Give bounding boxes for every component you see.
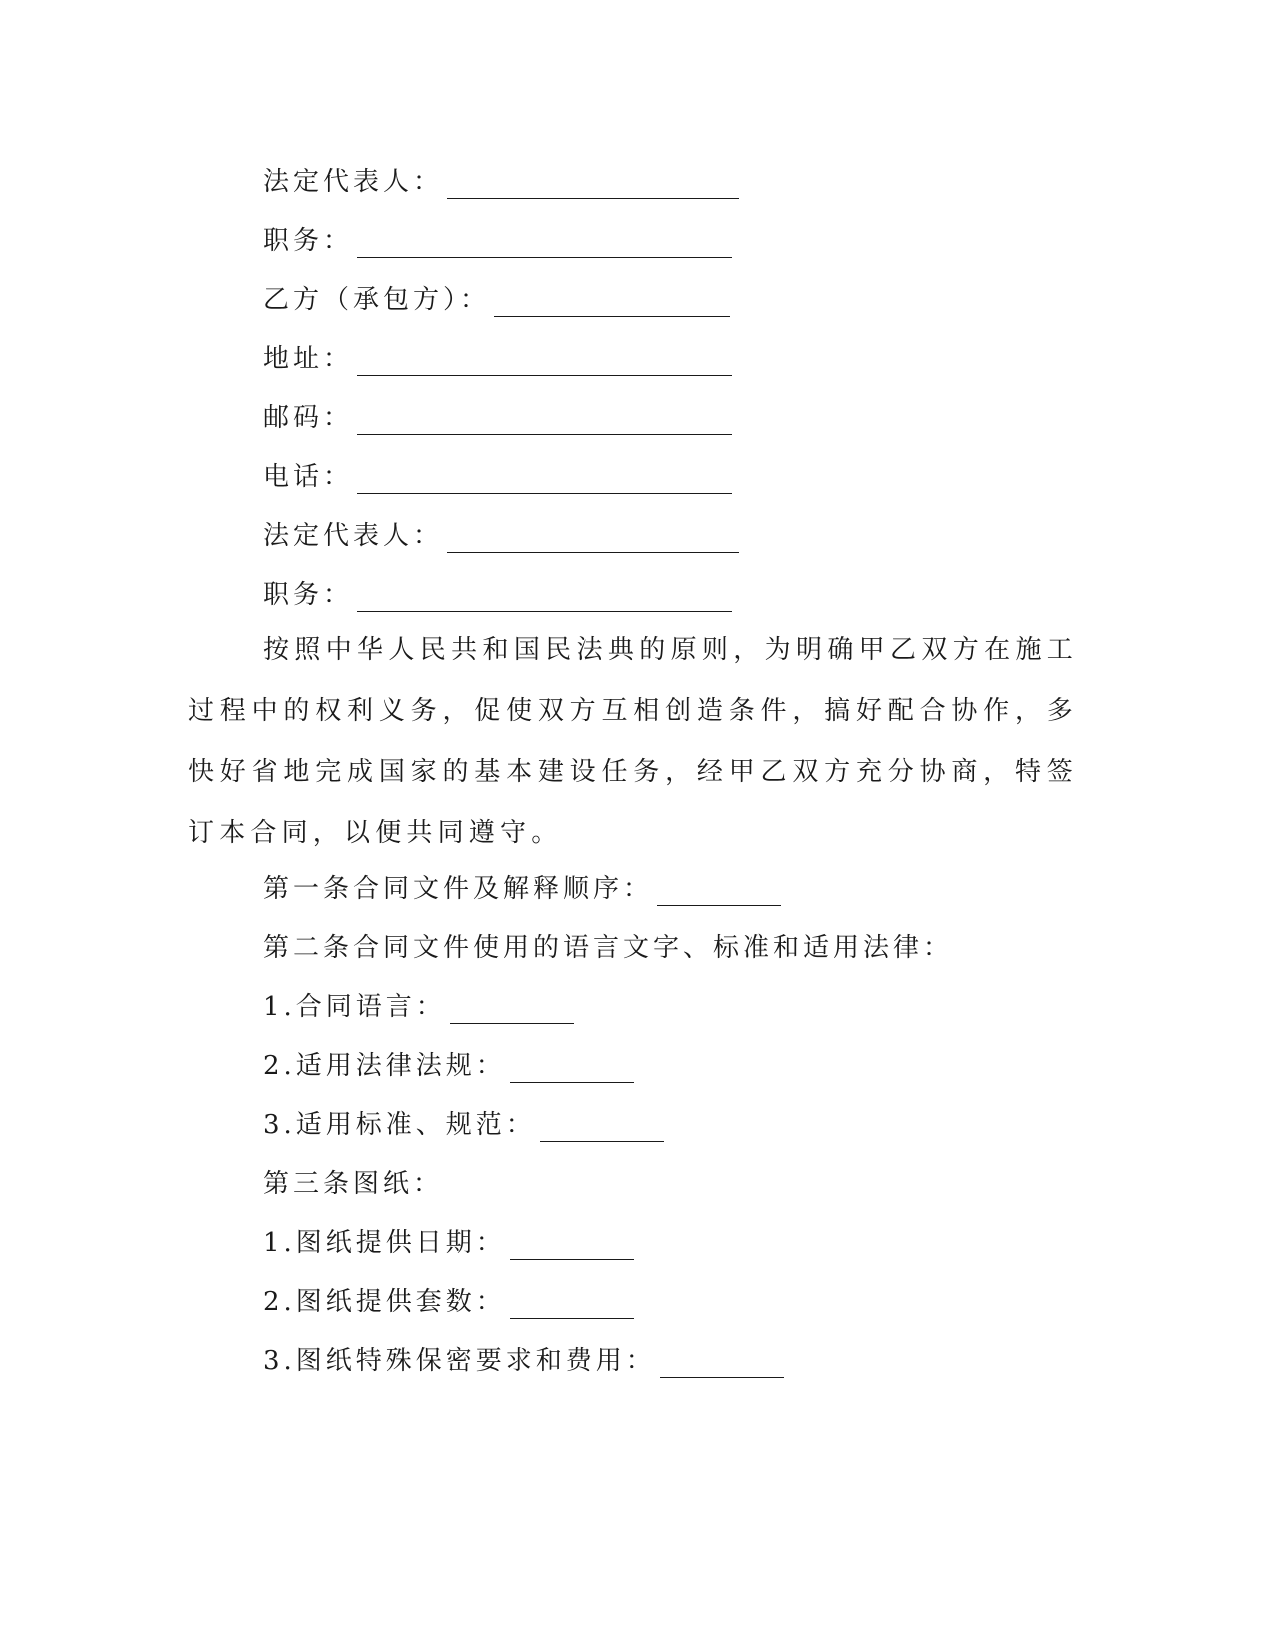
article-2-item-1-label: 1.合同语言： xyxy=(263,992,446,1022)
article-3-item-2-label: 2.图纸提供套数： xyxy=(263,1287,506,1317)
party-b-postcode-row xyxy=(263,401,732,435)
article-2-item-2-label: 2.适用法律法规： xyxy=(263,1051,506,1081)
article-3-item-1-row xyxy=(263,1226,634,1260)
article-2-item-1-blank xyxy=(450,997,574,1024)
article-2-label: 第二条合同文件使用的语言文字、标准和适用法律： xyxy=(263,933,954,963)
party-b-phone-row xyxy=(263,460,732,494)
party-b-legal-rep-row xyxy=(263,519,739,553)
article-3-row xyxy=(263,1167,443,1201)
article-3-item-2-row xyxy=(263,1285,634,1319)
party-a-legal-rep-row xyxy=(263,165,739,199)
party-a-position-row xyxy=(263,224,732,258)
article-2-item-2-row xyxy=(263,1049,634,1083)
party-a-position-label: 职务： xyxy=(263,226,354,256)
article-2-item-3-blank xyxy=(540,1115,664,1142)
party-b-heading-label: 乙方（承包方）： xyxy=(263,285,491,315)
party-b-heading-blank xyxy=(494,290,730,317)
party-b-phone-label: 电话： xyxy=(263,462,354,492)
article-3-item-3-row xyxy=(263,1344,784,1378)
party-b-position-row xyxy=(263,578,732,612)
party-b-position-label: 职务： xyxy=(263,580,354,610)
article-2-item-2-blank xyxy=(510,1056,634,1083)
article-2-item-1-row xyxy=(263,990,574,1024)
party-b-phone-blank xyxy=(357,467,732,494)
article-3-item-2-blank xyxy=(510,1292,634,1319)
party-b-position-blank xyxy=(357,585,732,612)
party-b-postcode-label: 邮码： xyxy=(263,403,354,433)
party-b-legal-rep-label: 法定代表人： xyxy=(263,521,444,551)
party-b-postcode-blank xyxy=(357,408,732,435)
article-1-row xyxy=(263,872,781,906)
party-b-heading-row xyxy=(263,283,730,317)
article-1-label: 第一条合同文件及解释顺序： xyxy=(263,874,654,904)
party-b-address-row xyxy=(263,342,732,376)
article-3-item-1-label: 1.图纸提供日期： xyxy=(263,1228,506,1258)
article-3-item-1-blank xyxy=(510,1233,634,1260)
article-3-item-3-blank xyxy=(660,1351,784,1378)
article-1-blank xyxy=(657,879,781,906)
article-3-item-3-label: 3.图纸特殊保密要求和费用： xyxy=(263,1346,656,1376)
party-a-position-blank xyxy=(357,231,732,258)
preamble-paragraph: 按照中华人民共和国民法典的原则，为明确甲乙双方在施工过程中的权利义务，促使双方互相创造条件，搞好配合协作，多快好省地完成国家的基本建设任务，经甲乙双方充分协商，特签订本合同，以便共同遵守。 xyxy=(188,635,1078,848)
article-3-label: 第三条图纸： xyxy=(263,1169,444,1199)
party-b-legal-rep-blank xyxy=(447,526,739,553)
party-a-legal-rep-blank xyxy=(447,172,739,199)
party-b-address-label: 地址： xyxy=(263,344,354,374)
party-a-legal-rep-label: 法定代表人： xyxy=(263,167,444,197)
article-2-item-3-row xyxy=(263,1108,664,1142)
article-2-row xyxy=(263,931,953,965)
party-b-address-blank xyxy=(357,349,732,376)
article-2-item-3-label: 3.适用标准、规范： xyxy=(263,1110,536,1140)
